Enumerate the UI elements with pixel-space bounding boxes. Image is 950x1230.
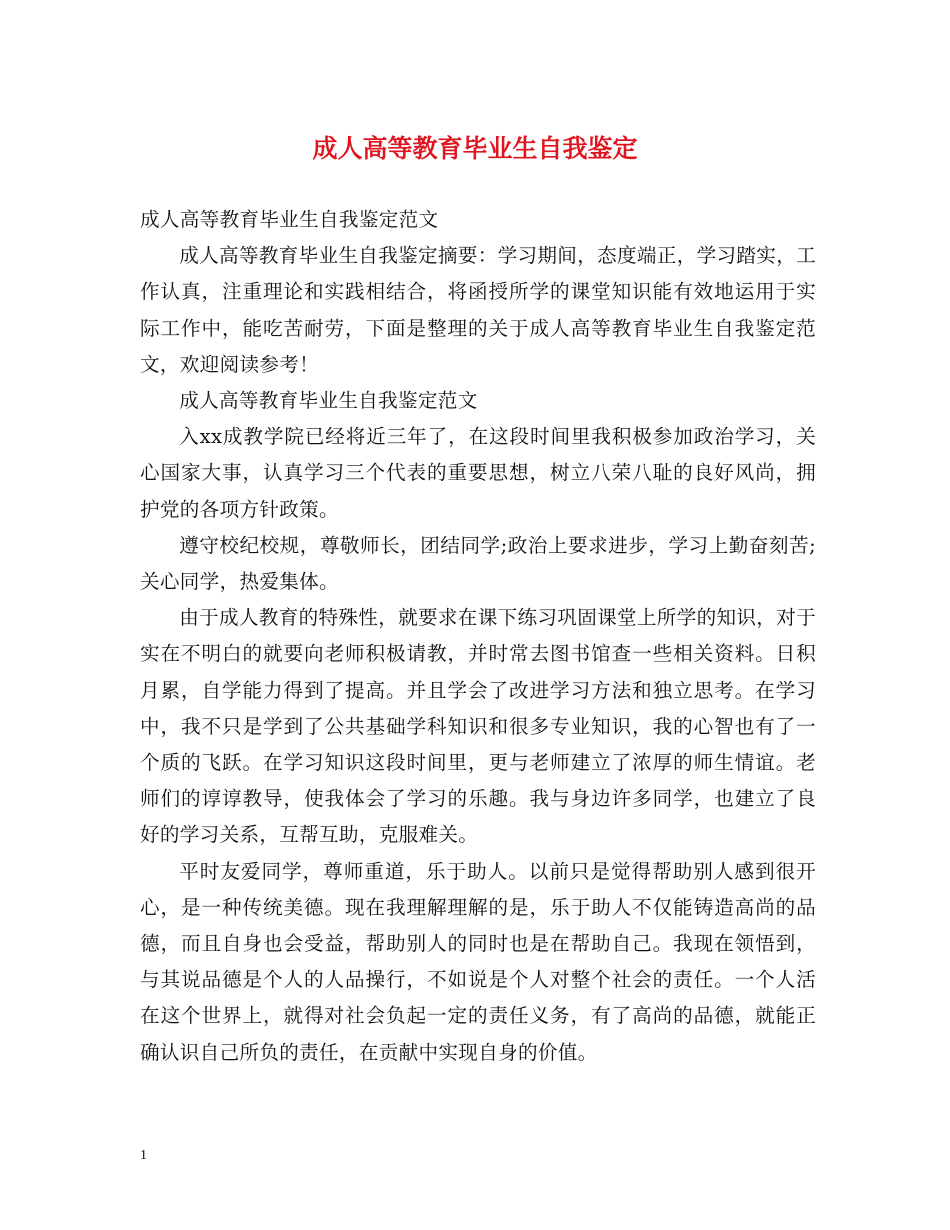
paragraph: 成人高等教育毕业生自我鉴定摘要：学习期间，态度端正，学习踏实，工作认真，注重理论和实践相结合，将函授所学的课堂知识能有效地运用于实际工作中，能吃苦耐劳，下面是整理的关于成人高等教育毕业生自我鉴定范文，欢迎阅读参考！ (140, 244, 816, 376)
paragraph: 由于成人教育的特殊性，就要求在课下练习巩固课堂上所学的知识，对于实在不明白的就要向老师积极请教，并时常去图书馆查一些相关资料。日积月累，自学能力得到了提高。并且学会了改进学习方法和独立思考。在学习中，我不只是学到了公共基础学科知识和很多专业知识，我的心智也有了一个质的飞跃。在学习知识这段时间里，更与老师建立了浓厚的师生情谊。老师们的谆谆教导，使我体会了学习的乐趣。我与身边许多同学，也建立了良好的学习关系，互帮互助，克服难关。 (140, 606, 816, 847)
paragraph: 成人高等教育毕业生自我鉴定范文 (140, 208, 439, 231)
page-number: 1 (140, 1148, 147, 1163)
paragraph: 遵守校纪校规，尊敬师长，团结同学;政治上要求进步，学习上勤奋刻苦;关心同学，热爱集体。 (140, 533, 816, 594)
paragraph: 入xx成教学院已经将近三年了，在这段时间里我积极参加政治学习，关心国家大事，认真学习三个代表的重要思想，树立八荣八耻的良好风尚，拥护党的各项方针政策。 (140, 425, 816, 521)
paragraph: 成人高等教育毕业生自我鉴定范文 (179, 389, 478, 413)
paragraph: 平时友爱同学，尊师重道，乐于助人。以前只是觉得帮助别人感到很开心，是一种传统美德。现在我理解理解的是，乐于助人不仅能铸造高尚的品德，而且自身也会受益，帮助别人的同时也是在帮助自己。我现在领悟到，与其说品德是个人的人品操行，不如说是个人对整个社会的责任。一个人活在这个世界上，就得对社会负起一定的责任义务，有了高尚的品德，就能正确认识自己所负的责任，在贡献中实现自身的价值。 (140, 859, 816, 1064)
document-body (140, 202, 816, 1071)
document-title: 成人高等教育毕业生自我鉴定 (312, 134, 638, 163)
